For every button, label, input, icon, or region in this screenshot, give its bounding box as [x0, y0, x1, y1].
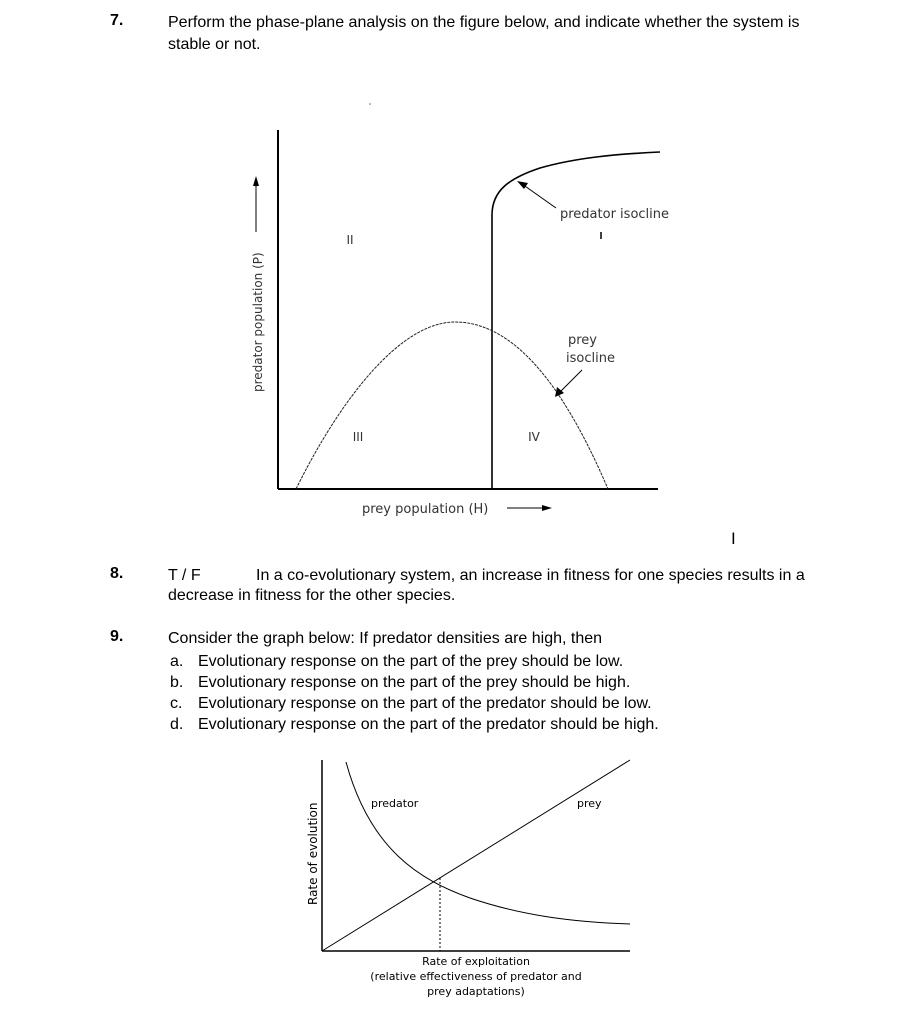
- prey-isocline-label-line-2: isocline: [566, 351, 615, 366]
- question-9-number: 9.: [110, 628, 124, 645]
- option-a: [170, 651, 623, 672]
- option-d-text: Evolutionary response on the part of the predator should be high.: [198, 716, 659, 733]
- predator-isocline-pointer: [522, 184, 556, 208]
- predator-isocline-pointer-head: [517, 181, 528, 189]
- option-c-text: Evolutionary response on the part of the predator should be low.: [198, 695, 652, 712]
- question-8-text-line-2: decrease in fitness for the other species.: [168, 587, 456, 604]
- option-b-text: Evolutionary response on the part of the prey should be high.: [198, 674, 631, 691]
- prey-isocline-curve: [296, 322, 608, 489]
- option-c: [170, 693, 652, 714]
- fig2-x-label-line-2: (relative effectiveness of predator and: [370, 970, 582, 983]
- evolution-rate-figure: [0, 740, 908, 1024]
- x-axis-label: prey population (H): [362, 502, 489, 517]
- prey-isocline-pointer: [559, 370, 582, 393]
- stray-dot: [369, 103, 371, 105]
- y-axis-arrowhead: [253, 176, 259, 186]
- question-9-stem: Consider the graph below: If predator densities are high, then: [168, 630, 603, 647]
- prey-label: prey: [577, 797, 602, 810]
- option-b-letter: b.: [170, 674, 184, 691]
- x-axis-arrowhead: [542, 505, 552, 511]
- question-8-text-line-1: In a co-evolutionary system, an increase in fitness for one species results in a: [256, 567, 805, 584]
- predator-isocline-line: [492, 152, 660, 489]
- question-7-text-line-1: Perform the phase-plane analysis on the figure below, and indicate whether the system is: [168, 14, 800, 31]
- predator-label: predator: [371, 797, 419, 810]
- option-c-letter: c.: [170, 695, 183, 712]
- option-d-letter: d.: [170, 716, 184, 733]
- fig2-y-axis-label: Rate of evolution: [306, 802, 320, 905]
- option-a-text: Evolutionary response on the part of the prey should be low.: [198, 653, 624, 670]
- fig2-x-label-line-1: Rate of exploitation: [422, 955, 530, 968]
- text-cursor-mark: I: [731, 529, 736, 548]
- region-4-label: IV: [528, 430, 540, 444]
- y-axis-label: predator population (P): [251, 252, 265, 392]
- predator-isocline-label: predator isocline: [560, 207, 670, 222]
- question-8-tf: T / F: [168, 567, 201, 584]
- region-3-label: III: [352, 430, 364, 444]
- option-b: [170, 672, 630, 693]
- fig2-x-label-line-3: prey adaptations): [427, 985, 525, 998]
- prey-response-line: [322, 760, 630, 951]
- question-7-text-line-2: stable or not.: [168, 36, 261, 53]
- question-8-number: 8.: [110, 565, 124, 582]
- prey-isocline-label-line-1: prey: [568, 333, 598, 348]
- region-2-label: II: [346, 233, 354, 247]
- option-d: [170, 714, 659, 735]
- question-7-number: 7.: [110, 12, 124, 29]
- option-a-letter: a.: [170, 653, 184, 670]
